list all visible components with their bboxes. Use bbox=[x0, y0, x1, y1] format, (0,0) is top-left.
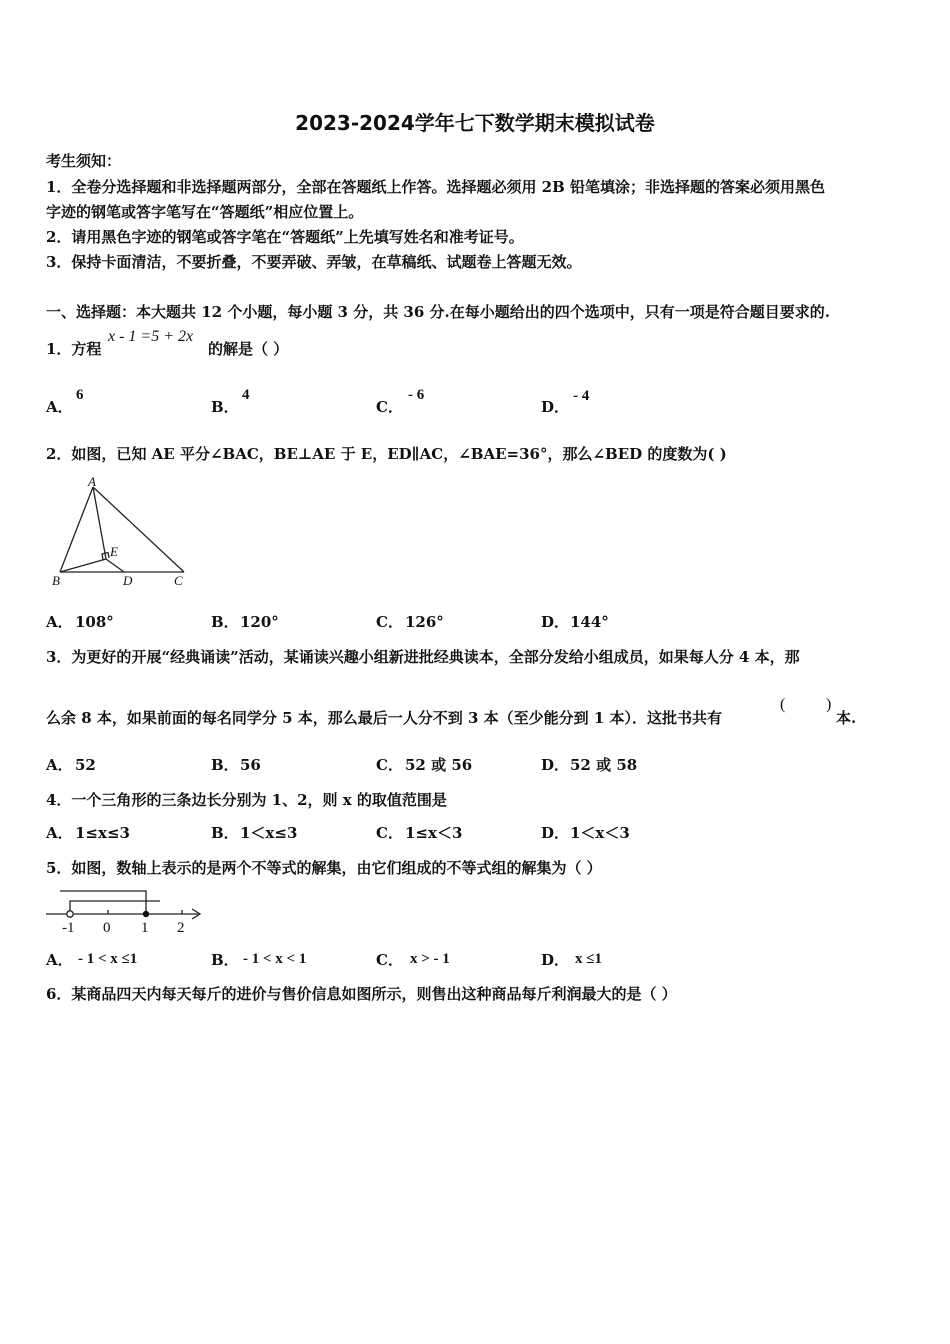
notice-line-1b: 字迹的钢笔或答字笔写在“答题纸”相应位置上。 bbox=[46, 203, 364, 221]
q3-paren-close: ) bbox=[826, 696, 832, 713]
q2-text: 2．如图，已知 AE 平分∠BAC，BE⊥AE 于 E，ED∥AC，∠BAE=36°，那么∠BED 的度数为( ) bbox=[46, 445, 727, 463]
section-heading: 一、选择题：本大题共 12 个小题，每小题 3 分，共 36 分.在每小题给出的四个选项中，只有一项是符合题目要求的. bbox=[46, 303, 830, 321]
label-c: C bbox=[174, 573, 183, 588]
q3-line-1: 3．为更好的开展“经典诵读”活动，某诵读兴趣小组新进批经典读本，全部分发给小组成员，如果每人分 4 本，那 bbox=[46, 648, 800, 666]
q3-option-b-value: 56 bbox=[240, 756, 261, 774]
q1-prefix: 1．方程 bbox=[46, 340, 102, 358]
label-b: B bbox=[52, 573, 60, 588]
q5-option-a-label: A． bbox=[46, 951, 73, 969]
q3-option-c-value: 52 或 56 bbox=[405, 756, 473, 774]
q3-option-a-label: A． bbox=[46, 756, 73, 774]
segment-be bbox=[60, 559, 106, 572]
q3-option-c-label: C． bbox=[376, 756, 403, 774]
q2-option-a-label: A． bbox=[46, 613, 73, 631]
q2-option-d-value: 144° bbox=[570, 613, 609, 631]
q3-option-b-label: B． bbox=[211, 756, 239, 774]
q1-option-c-value: - 6 bbox=[408, 387, 425, 403]
notice-heading: 考生须知： bbox=[46, 152, 122, 170]
q5-option-c-label: C． bbox=[376, 951, 403, 969]
q1-equation: x - 1 =5 + 2x bbox=[108, 328, 194, 345]
label-e: E bbox=[110, 544, 118, 559]
q1-option-a-label: A． bbox=[46, 398, 73, 416]
q2-option-c-value: 126° bbox=[405, 613, 444, 631]
q4-option-b-label: B． bbox=[211, 824, 239, 842]
q1-option-b-label: B． bbox=[211, 398, 239, 416]
label-d: D bbox=[123, 573, 133, 588]
closed-point-1 bbox=[143, 911, 149, 917]
q1-suffix: 的解是（ ） bbox=[208, 340, 289, 358]
segment-ab bbox=[60, 487, 93, 572]
notice-line-2: 2．请用黑色字迹的钢笔或答字笔在“答题纸”上先填写姓名和准考证号。 bbox=[46, 228, 524, 246]
q4-text: 4．一个三角形的三条边长分别为 1、2，则 x 的取值范围是 bbox=[46, 791, 447, 809]
q4-option-a-label: A． bbox=[46, 824, 73, 842]
q1-option-b-value: 4 bbox=[242, 387, 250, 403]
q3-option-d-value: 52 或 58 bbox=[570, 756, 638, 774]
q4-option-b-value: 1＜x≤3 bbox=[240, 824, 298, 842]
notice-line-3: 3．保持卡面清洁，不要折叠，不要弄破、弄皱，在草稿纸、试题卷上答题无效。 bbox=[46, 253, 582, 271]
tick-label-2: 2 bbox=[177, 920, 185, 936]
q5-option-d-label: D． bbox=[541, 951, 570, 969]
q5-option-d-value: x ≤1 bbox=[575, 951, 602, 967]
q5-option-b-value: - 1 < x < 1 bbox=[243, 951, 307, 967]
q5-option-b-label: B． bbox=[211, 951, 239, 969]
label-a: A bbox=[88, 475, 96, 489]
q3-option-d-label: D． bbox=[541, 756, 570, 774]
q1-option-a-value: 6 bbox=[76, 387, 84, 403]
tick-label-0: 0 bbox=[103, 920, 111, 936]
q2-option-b-label: B． bbox=[211, 613, 239, 631]
q3-line-2: 么余 8 本，如果前面的每名同学分 5 本，那么最后一人分不到 3 本（至少能分到 1 本）．这批书共有 bbox=[46, 709, 723, 727]
notice-line-1a: 1．全卷分选择题和非选择题两部分，全部在答题纸上作答。选择题必须用 2B 铅笔填涂；非选择题的答案必须用黑色 bbox=[46, 178, 826, 196]
q2-option-c-label: C． bbox=[376, 613, 403, 631]
q1-option-d-label: D． bbox=[541, 398, 570, 416]
q3-option-a-value: 52 bbox=[75, 756, 96, 774]
q5-text: 5．如图，数轴上表示的是两个不等式的解集，由它们组成的不等式组的解集为（ ） bbox=[46, 859, 602, 877]
q4-option-c-value: 1≤x＜3 bbox=[405, 824, 463, 842]
q1-option-c-label: C． bbox=[376, 398, 403, 416]
q6-text: 6．某商品四天内每天每斤的进价与售价信息如图所示，则售出这种商品每斤利润最大的是（ ） bbox=[46, 985, 677, 1003]
q4-option-d-value: 1＜x＜3 bbox=[570, 824, 630, 842]
tick-label-minus-1: -1 bbox=[62, 920, 75, 936]
q2-option-b-value: 120° bbox=[240, 613, 279, 631]
q4-option-d-label: D． bbox=[541, 824, 570, 842]
q2-option-d-label: D． bbox=[541, 613, 570, 631]
q5-option-c-value: x > - 1 bbox=[410, 951, 450, 967]
q3-paren-open: ( bbox=[780, 696, 786, 713]
q1-option-d-value: - 4 bbox=[573, 388, 590, 404]
q4-option-c-label: C． bbox=[376, 824, 403, 842]
tick-label-1: 1 bbox=[141, 920, 149, 936]
q4-option-a-value: 1≤x≤3 bbox=[75, 824, 130, 842]
q3-suffix: 本. bbox=[836, 709, 857, 727]
page-title: 2023-2024学年七下数学期末模拟试卷 bbox=[295, 111, 655, 135]
number-line-figure bbox=[40, 884, 210, 936]
triangle-figure bbox=[48, 475, 193, 590]
open-point-minus-1 bbox=[67, 911, 73, 917]
segment-ed bbox=[106, 559, 124, 572]
q2-option-a-value: 108° bbox=[75, 613, 114, 631]
q5-option-a-value: - 1 < x ≤1 bbox=[78, 951, 138, 967]
